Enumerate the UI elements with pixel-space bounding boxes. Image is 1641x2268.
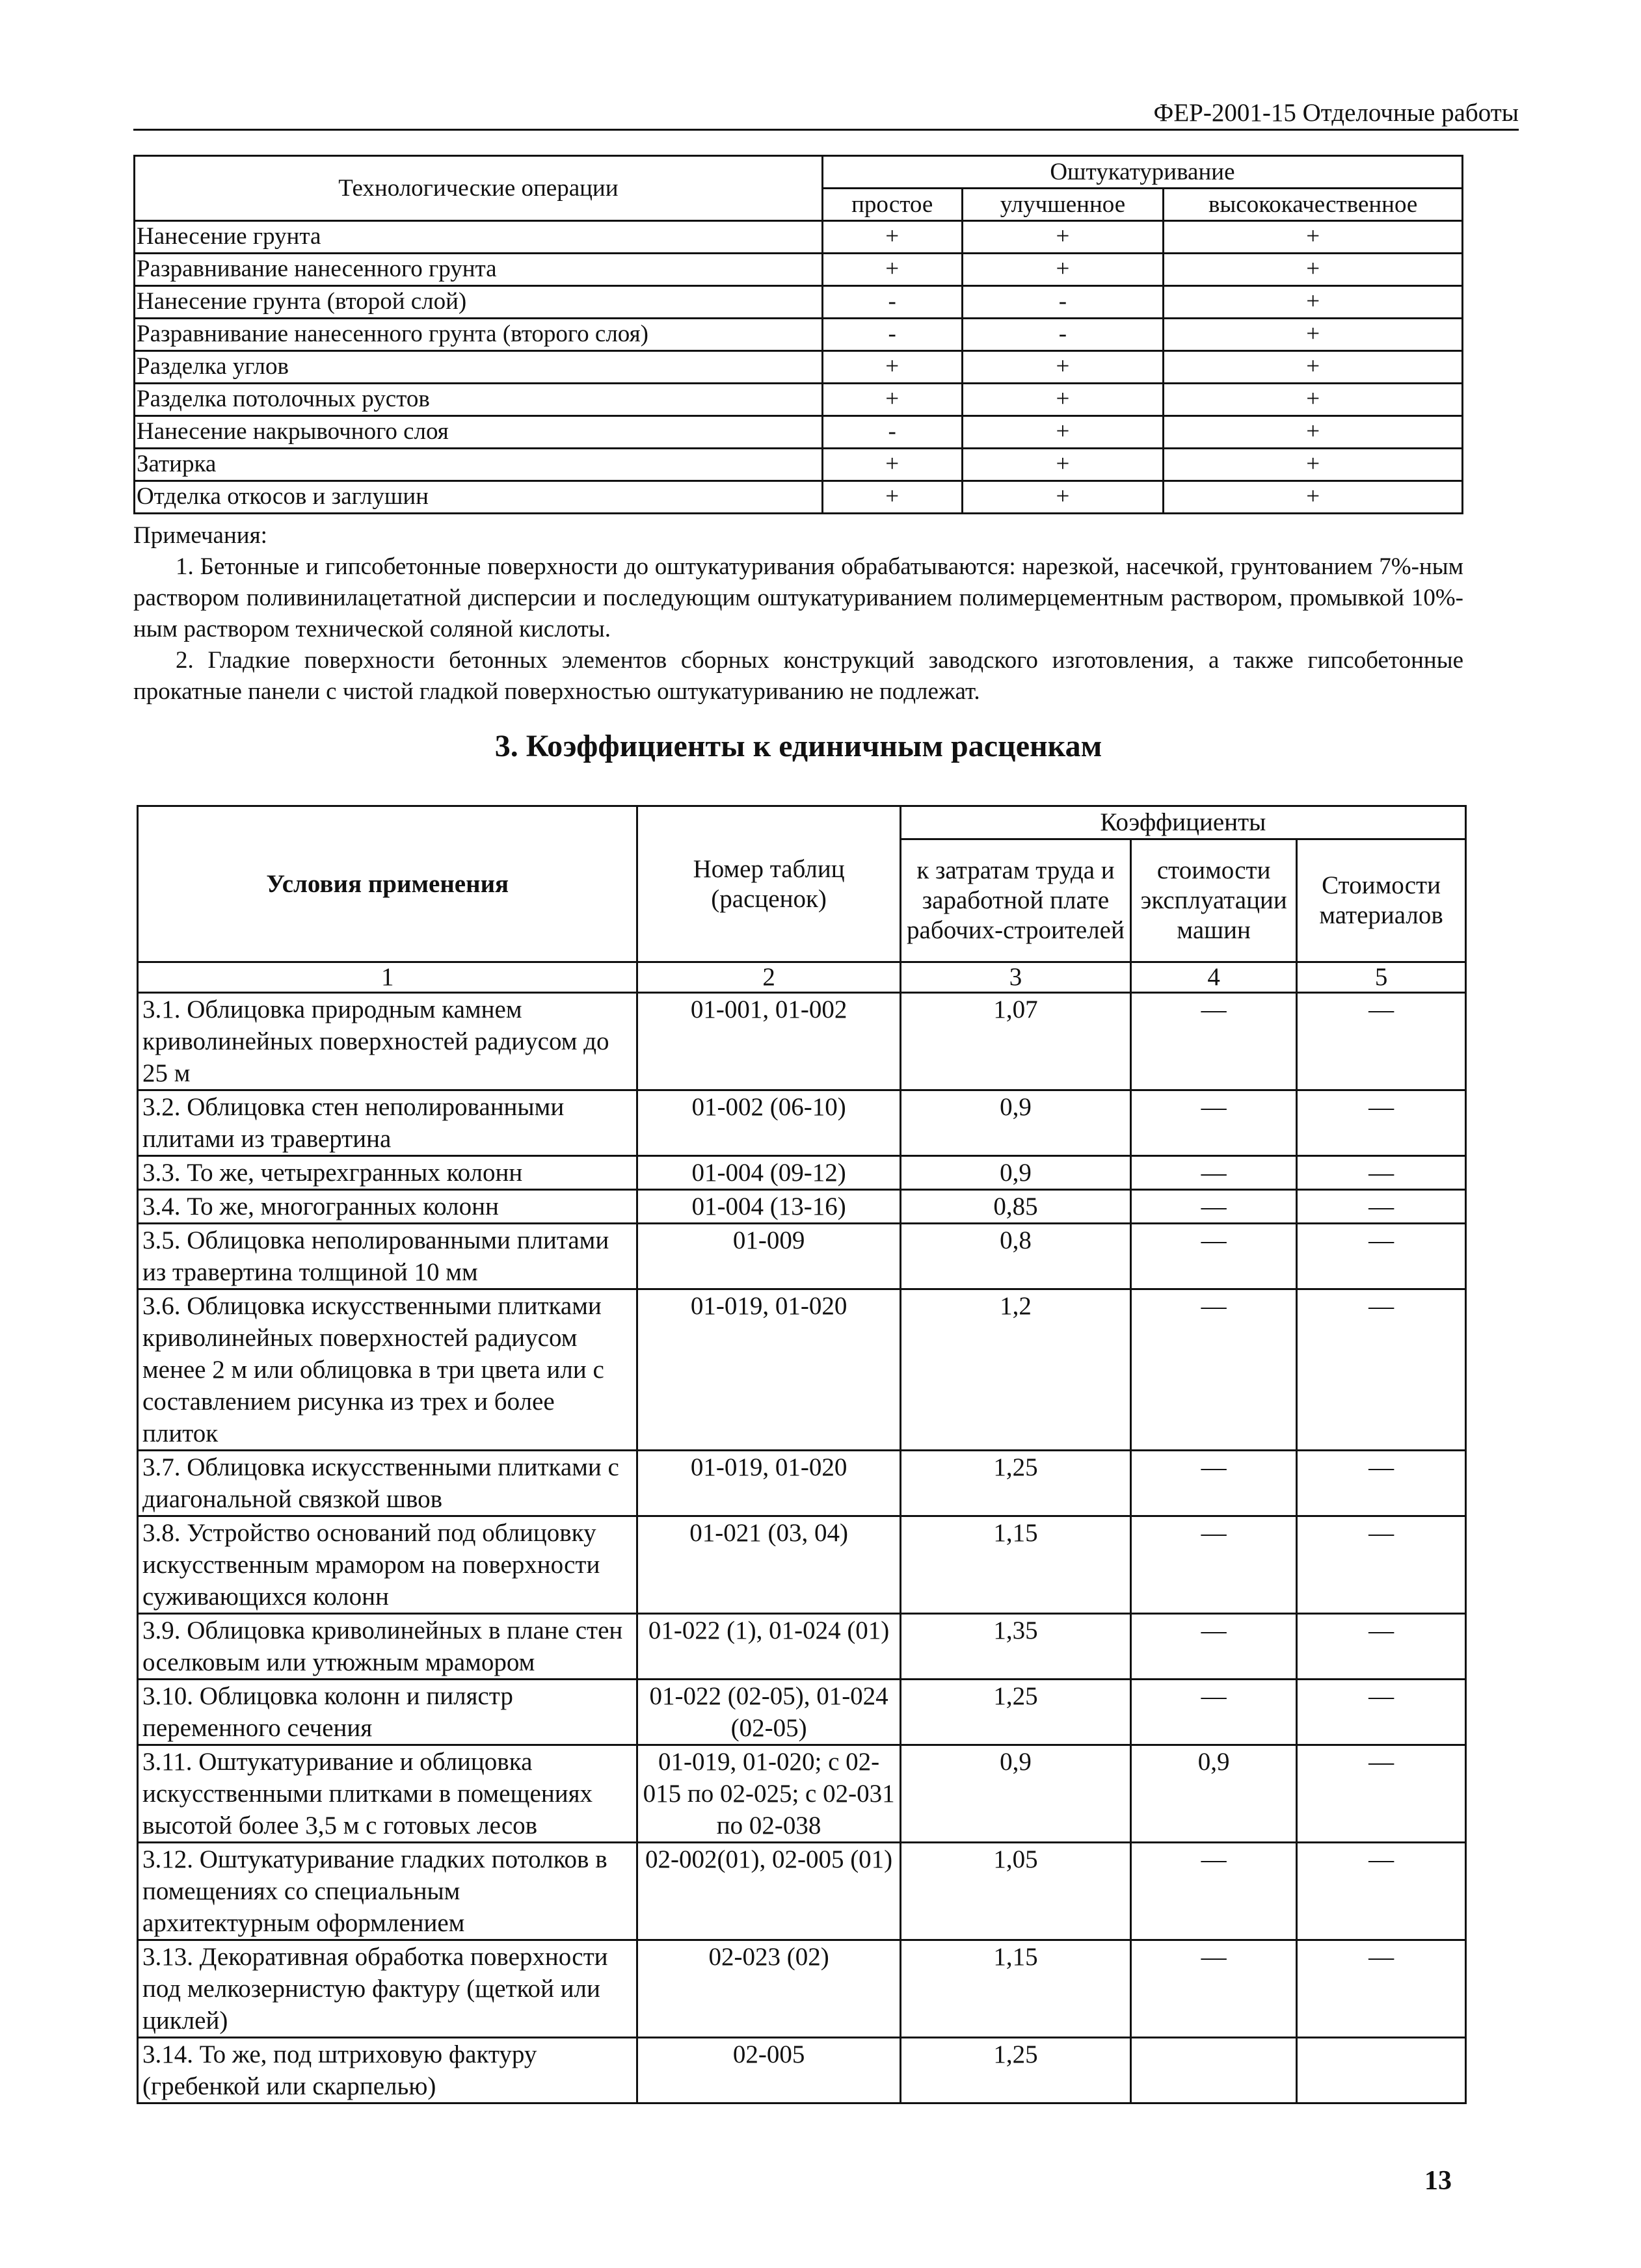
mark-cell: +	[1164, 221, 1463, 254]
table-row	[135, 286, 1463, 319]
column-number: 5	[1297, 962, 1466, 993]
mark-cell: +	[1164, 351, 1463, 384]
table-row	[138, 1680, 1466, 1745]
section-title: 3. Коэффициенты к единичным расценкам	[494, 729, 1102, 763]
tables-cell: 02-002(01), 02-005 (01)	[637, 1843, 900, 1940]
operations-header: Технологические операции	[135, 156, 823, 221]
mark-cell: +	[962, 351, 1164, 384]
table-row	[135, 351, 1463, 384]
table-row	[135, 481, 1463, 514]
mark-cell: +	[822, 449, 962, 481]
table-row	[135, 221, 1463, 254]
condition-cell: 3.10. Облицовка колонн и пилястр переменного сечения	[138, 1680, 637, 1745]
mark-cell: +	[1164, 449, 1463, 481]
subheader-improved: улучшенное	[962, 189, 1164, 221]
labor-coef-cell: 0,9	[900, 1090, 1130, 1156]
materials-coef-cell: —	[1297, 993, 1466, 1090]
operation-cell: Отделка откосов и заглушин	[135, 481, 823, 514]
materials-coef-cell: —	[1297, 1190, 1466, 1224]
mark-cell: +	[962, 254, 1164, 286]
table-row	[138, 1843, 1466, 1940]
labor-coef-cell: 0,8	[900, 1224, 1130, 1289]
notes	[133, 520, 1463, 707]
materials-coef-cell: —	[1297, 1224, 1466, 1289]
tables-cell: 02-023 (02)	[637, 1940, 900, 2038]
machines-coef-cell: —	[1131, 1614, 1297, 1680]
mark-cell: +	[962, 416, 1164, 449]
machines-coef-cell	[1131, 2038, 1297, 2103]
table-row	[135, 384, 1463, 416]
mark-cell: -	[962, 319, 1164, 351]
materials-coef-cell: —	[1297, 1451, 1466, 1516]
operation-cell: Разравнивание нанесенного грунта (второго слоя)	[135, 319, 823, 351]
tables-cell: 01-002 (06-10)	[637, 1090, 900, 1156]
labor-coef-cell: 1,07	[900, 993, 1130, 1090]
labor-coef-cell: 1,25	[900, 1680, 1130, 1745]
table-row	[135, 254, 1463, 286]
tables-cell: 02-005	[637, 2038, 900, 2103]
machines-coef-cell: 0,9	[1131, 1745, 1297, 1843]
labor-coef-cell: 0,9	[900, 1156, 1130, 1190]
mark-cell: +	[962, 221, 1164, 254]
labor-coef-cell: 1,35	[900, 1614, 1130, 1680]
plastering-header: Оштукатуривание	[822, 156, 1462, 189]
mark-cell: +	[822, 254, 962, 286]
operation-cell: Нанесение накрывочного слоя	[135, 416, 823, 449]
column-numbers-row	[138, 962, 1466, 993]
materials-coef-cell: —	[1297, 1680, 1466, 1745]
coefficients-header: Коэффициенты	[900, 806, 1465, 839]
machines-coef-cell: —	[1131, 1451, 1297, 1516]
materials-coef-cell: —	[1297, 1940, 1466, 2038]
labor-coef-cell: 1,25	[900, 2038, 1130, 2103]
mark-cell: +	[962, 384, 1164, 416]
labor-coef-cell: 1,15	[900, 1940, 1130, 2038]
mark-cell: +	[822, 351, 962, 384]
labor-coef-cell: 1,15	[900, 1516, 1130, 1614]
tables-cell: 01-004 (09-12)	[637, 1156, 900, 1190]
condition-cell: 3.1. Облицовка природным камнем криволинейных поверхностей радиусом до 25 м	[138, 993, 637, 1090]
table-row	[138, 1451, 1466, 1516]
note-1: 1. Бетонные и гипсобетонные поверхности до оштукатуривания обрабатываются: нарезкой, насечкой, грунтованием 7%-ным раствором поливинилацетатной дисперсии и последующим оштукатуриванием полимерцементным раствором, промывкой 10%-ным раствором технической соляной кислоты.	[133, 553, 1463, 642]
mark-cell: +	[962, 481, 1164, 514]
condition-cell: 3.6. Облицовка искусственными плитками криволинейных поверхностей радиусом менее 2 м или облицовка в три цвета или с составлением рисунка из трех и более плиток	[138, 1289, 637, 1451]
mark-cell: +	[1164, 481, 1463, 514]
table-row	[138, 1224, 1466, 1289]
mark-cell: +	[1164, 319, 1463, 351]
mark-cell: +	[822, 384, 962, 416]
condition-cell: 3.9. Облицовка криволинейных в плане стен оселковым или утюжным мрамором	[138, 1614, 637, 1680]
condition-cell: 3.4. То же, многогранных колонн	[138, 1190, 637, 1224]
condition-cell: 3.3. То же, четырехгранных колонн	[138, 1156, 637, 1190]
column-number: 3	[900, 962, 1130, 993]
materials-coef-cell: —	[1297, 1745, 1466, 1843]
materials-coef-cell: —	[1297, 1090, 1466, 1156]
operation-cell: Разделка углов	[135, 351, 823, 384]
subheader-high-quality: высококачественное	[1164, 189, 1463, 221]
table-row	[138, 1516, 1466, 1614]
mark-cell: +	[1164, 384, 1463, 416]
mark-cell: +	[962, 449, 1164, 481]
materials-coef-cell: —	[1297, 1614, 1466, 1680]
machines-coef-cell: —	[1131, 1190, 1297, 1224]
mark-cell: -	[822, 416, 962, 449]
operation-cell: Затирка	[135, 449, 823, 481]
mark-cell: -	[962, 286, 1164, 319]
tables-cell: 01-004 (13-16)	[637, 1190, 900, 1224]
tables-cell: 01-019, 01-020; с 02-015 по 02-025; с 02-031 по 02-038	[637, 1745, 900, 1843]
coefficients-table	[137, 805, 1467, 2104]
machines-coef-cell: —	[1131, 1843, 1297, 1940]
table-row	[138, 1745, 1466, 1843]
page-header	[133, 98, 1519, 131]
table-row	[138, 1156, 1466, 1190]
machines-coef-cell: —	[1131, 1680, 1297, 1745]
labor-coef-cell: 0,85	[900, 1190, 1130, 1224]
machines-coef-cell: —	[1131, 1224, 1297, 1289]
labor-header: к затратам труда и заработной плате рабочих-строителей	[900, 839, 1130, 962]
machines-header: стоимости эксплуатации машин	[1131, 839, 1297, 962]
tables-cell: 01-001, 01-002	[637, 993, 900, 1090]
notes-heading: Примечания:	[133, 522, 267, 549]
tables-cell: 01-019, 01-020	[637, 1289, 900, 1451]
table-row	[138, 1289, 1466, 1451]
materials-coef-cell	[1297, 2038, 1466, 2103]
table-row	[135, 416, 1463, 449]
mark-cell: +	[822, 221, 962, 254]
materials-coef-cell: —	[1297, 1516, 1466, 1614]
condition-cell: 3.7. Облицовка искусственными плитками с диагональной связкой швов	[138, 1451, 637, 1516]
materials-coef-cell: —	[1297, 1843, 1466, 1940]
condition-cell: 3.8. Устройство оснований под облицовку искусственным мрамором на поверхности суживающихся колонн	[138, 1516, 637, 1614]
machines-coef-cell: —	[1131, 1090, 1297, 1156]
mark-cell: +	[1164, 286, 1463, 319]
operation-cell: Нанесение грунта (второй слой)	[135, 286, 823, 319]
column-number: 4	[1131, 962, 1297, 993]
note-2: 2. Гладкие поверхности бетонных элементов сборных конструкций заводского изготовления, а также гипсобетонные прокатные панели с чистой гладкой поверхностью оштукатуриванию не подлежат.	[133, 647, 1463, 705]
machines-coef-cell: —	[1131, 1516, 1297, 1614]
machines-coef-cell: —	[1131, 1156, 1297, 1190]
table-row	[138, 1090, 1466, 1156]
labor-coef-cell: 1,2	[900, 1289, 1130, 1451]
column-number: 2	[637, 962, 900, 993]
table-row	[138, 1940, 1466, 2038]
condition-cell: 3.5. Облицовка неполированными плитами из травертина толщиной 10 мм	[138, 1224, 637, 1289]
column-number: 1	[138, 962, 637, 993]
condition-cell: 3.13. Декоративная обработка поверхности под мелкозернистую фактуру (щеткой или циклей)	[138, 1940, 637, 2038]
operation-cell: Разравнивание нанесенного грунта	[135, 254, 823, 286]
operation-cell: Нанесение грунта	[135, 221, 823, 254]
labor-coef-cell: 0,9	[900, 1745, 1130, 1843]
materials-coef-cell: —	[1297, 1156, 1466, 1190]
tables-cell: 01-022 (02-05), 01-024 (02-05)	[637, 1680, 900, 1745]
condition-cell: 3.2. Облицовка стен неполированными плитами из травертина	[138, 1090, 637, 1156]
materials-coef-cell: —	[1297, 1289, 1466, 1451]
mark-cell: +	[822, 481, 962, 514]
conditions-header: Условия применения	[138, 806, 637, 962]
table-row	[138, 2038, 1466, 2103]
mark-cell: -	[822, 286, 962, 319]
operation-cell: Разделка потолочных рустов	[135, 384, 823, 416]
mark-cell: +	[1164, 254, 1463, 286]
tables-cell: 01-022 (1), 01-024 (01)	[637, 1614, 900, 1680]
condition-cell: 3.12. Оштукатуривание гладких потолков в помещениях со специальным архитектурным оформлением	[138, 1843, 637, 1940]
machines-coef-cell: —	[1131, 1940, 1297, 2038]
table-row	[138, 1190, 1466, 1224]
table-row	[138, 1614, 1466, 1680]
machines-coef-cell: —	[1131, 993, 1297, 1090]
table-row	[135, 319, 1463, 351]
tables-cell: 01-019, 01-020	[637, 1451, 900, 1516]
labor-coef-cell: 1,05	[900, 1843, 1130, 1940]
labor-coef-cell: 1,25	[900, 1451, 1130, 1516]
tables-header: Номер таблиц (расценок)	[637, 806, 900, 962]
table-row	[138, 993, 1466, 1090]
mark-cell: -	[822, 319, 962, 351]
tables-cell: 01-021 (03, 04)	[637, 1516, 900, 1614]
machines-coef-cell: —	[1131, 1289, 1297, 1451]
condition-cell: 3.11. Оштукатуривание и облицовка искусственными плитками в помещениях высотой более 3,5 м с готовых лесов	[138, 1745, 637, 1843]
table-row	[135, 449, 1463, 481]
plastering-operations-table	[133, 155, 1463, 514]
subheader-simple: простое	[822, 189, 962, 221]
tables-cell: 01-009	[637, 1224, 900, 1289]
materials-header: Стоимости материалов	[1297, 839, 1466, 962]
header-title: ФЕР-2001-15 Отделочные работы	[1153, 99, 1519, 127]
condition-cell: 3.14. То же, под штриховую фактуру (гребенкой или скарпелью)	[138, 2038, 637, 2103]
mark-cell: +	[1164, 416, 1463, 449]
page-number: 13	[1424, 2166, 1452, 2196]
